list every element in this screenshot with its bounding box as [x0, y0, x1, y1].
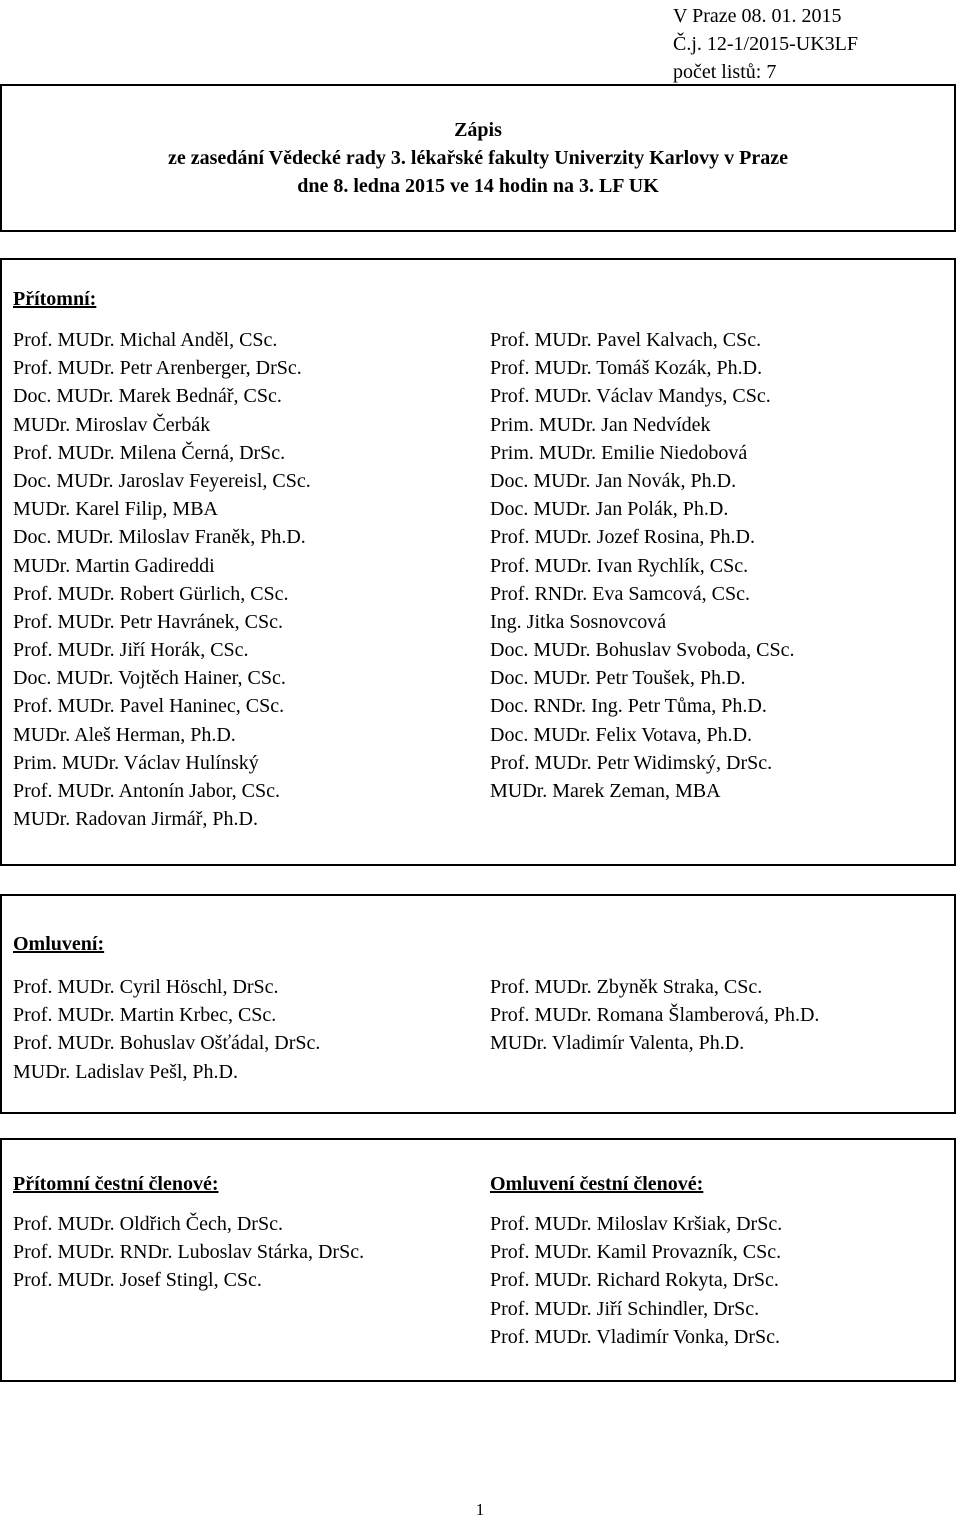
member-name: MUDr. Ladislav Pešl, Ph.D. — [13, 1060, 238, 1083]
honorary-present-heading: Přítomní čestní členové: — [13, 1173, 219, 1195]
excused-left-list — [13, 973, 320, 1086]
member-name: Prof. MUDr. Zbyněk Straka, CSc. — [490, 976, 763, 998]
honorary-excused-heading: Omluvení čestní členové: — [490, 1173, 704, 1195]
member-name: Doc. MUDr. Jaroslav Feyereisl, CSc. — [13, 469, 311, 492]
member-name: Doc. MUDr. Jan Novák, Ph.D. — [490, 469, 737, 492]
member-name: Prof. MUDr. RNDr. Luboslav Stárka, DrSc. — [13, 1241, 365, 1264]
excused-heading: Omluvení: — [13, 933, 105, 955]
member-name: Prof. MUDr. Cyril Höschl, DrSc. — [13, 976, 279, 998]
title-line-1: Zápis — [454, 119, 502, 141]
member-name: Prof. MUDr. Oldřich Čech, DrSc. — [13, 1213, 283, 1235]
member-name: Prim. MUDr. Václav Hulínský — [13, 751, 259, 774]
member-name: Prof. MUDr. Robert Gürlich, CSc. — [13, 582, 289, 605]
member-name: Prof. MUDr. Antonín Jabor, CSc. — [13, 780, 280, 802]
honorary-excused-list — [490, 1210, 782, 1351]
member-name: Prof. MUDr. Pavel Kalvach, CSc. — [490, 329, 762, 351]
member-name: Prof. MUDr. Josef Stingl, CSc. — [13, 1269, 262, 1292]
member-name: Prof. MUDr. Bohuslav Ošťádal, DrSc. — [13, 1032, 321, 1055]
excused-section — [0, 894, 956, 1114]
member-name: Doc. MUDr. Bohuslav Svoboda, CSc. — [490, 639, 795, 662]
present-heading: Přítomní: — [13, 288, 97, 310]
document-header — [673, 2, 858, 86]
member-name: Prof. MUDr. Richard Rokyta, DrSc. — [490, 1269, 779, 1292]
member-name: Doc. MUDr. Felix Votava, Ph.D. — [490, 723, 753, 746]
member-name: MUDr. Aleš Herman, Ph.D. — [13, 723, 236, 746]
member-name: Prof. MUDr. Romana Šlamberová, Ph.D. — [490, 1004, 820, 1027]
member-name: Doc. MUDr. Marek Bednář, CSc. — [13, 385, 282, 408]
member-name: Doc. RNDr. Ing. Petr Tůma, Ph.D. — [490, 695, 767, 718]
member-name: Prof. MUDr. Vladimír Vonka, DrSc. — [490, 1325, 780, 1348]
title-box — [0, 84, 956, 232]
reference-number: Č.j. 12-1/2015-UK3LF — [673, 33, 858, 55]
member-name: Prof. MUDr. Václav Mandys, CSc. — [490, 385, 771, 408]
honorary-section — [0, 1138, 956, 1382]
member-name: Prof. MUDr. Pavel Haninec, CSc. — [13, 695, 285, 718]
member-name: Prof. MUDr. Ivan Rychlík, CSc. — [490, 554, 749, 577]
member-name: Prof. MUDr. Michal Anděl, CSc. — [13, 329, 278, 351]
member-name: Prof. MUDr. Petr Havránek, CSc. — [13, 610, 283, 633]
present-right-list — [490, 326, 794, 805]
excused-right-list — [490, 973, 819, 1058]
date-line: V Praze 08. 01. 2015 — [673, 5, 842, 27]
member-name: MUDr. Miroslav Čerbák — [13, 413, 211, 436]
member-name: Prof. MUDr. Jozef Rosina, Ph.D. — [490, 526, 755, 549]
present-section — [0, 258, 956, 866]
member-name: Prof. MUDr. Tomáš Kozák, Ph.D. — [490, 357, 763, 380]
member-name: Doc. MUDr. Vojtěch Hainer, CSc. — [13, 667, 286, 690]
member-name: MUDr. Marek Zeman, MBA — [490, 780, 721, 802]
member-name: Prof. RNDr. Eva Samcová, CSc. — [490, 582, 750, 605]
page-number: 1 — [475, 1500, 485, 1519]
present-left-list — [13, 326, 311, 833]
honorary-present-list — [13, 1210, 364, 1295]
member-name: Prof. MUDr. Kamil Provazník, CSc. — [490, 1241, 782, 1264]
member-name: Prof. MUDr. Martin Krbec, CSc. — [13, 1004, 277, 1027]
member-name: MUDr. Radovan Jirmář, Ph.D. — [13, 808, 258, 831]
title-line-2: ze zasedání Vědecké rady 3. lékařské fakulty Univerzity Karlovy v Praze — [167, 147, 789, 169]
member-name: Doc. MUDr. Miloslav Franěk, Ph.D. — [13, 526, 306, 549]
member-name: Prim. MUDr. Emilie Niedobová — [490, 441, 748, 464]
member-name: MUDr. Vladimír Valenta, Ph.D. — [490, 1032, 745, 1055]
sheet-count: počet listů: 7 — [673, 61, 777, 83]
member-name: MUDr. Martin Gadireddi — [13, 554, 215, 577]
title-line-3: dne 8. ledna 2015 ve 14 hodin na 3. LF UK — [297, 175, 659, 197]
member-name: Prof. MUDr. Miloslav Kršiak, DrSc. — [490, 1213, 783, 1235]
member-name: Ing. Jitka Sosnovcová — [490, 610, 667, 633]
member-name: Prof. MUDr. Milena Černá, DrSc. — [13, 441, 286, 464]
member-name: Prim. MUDr. Jan Nedvídek — [490, 413, 711, 436]
member-name: Prof. MUDr. Petr Arenberger, DrSc. — [13, 357, 302, 380]
member-name: Prof. MUDr. Jiří Horák, CSc. — [13, 639, 249, 662]
member-name: Prof. MUDr. Jiří Schindler, DrSc. — [490, 1297, 760, 1320]
member-name: MUDr. Karel Filip, MBA — [13, 498, 218, 521]
member-name: Doc. MUDr. Petr Toušek, Ph.D. — [490, 667, 746, 690]
member-name: Prof. MUDr. Petr Widimský, DrSc. — [490, 751, 773, 774]
member-name: Doc. MUDr. Jan Polák, Ph.D. — [490, 498, 729, 521]
